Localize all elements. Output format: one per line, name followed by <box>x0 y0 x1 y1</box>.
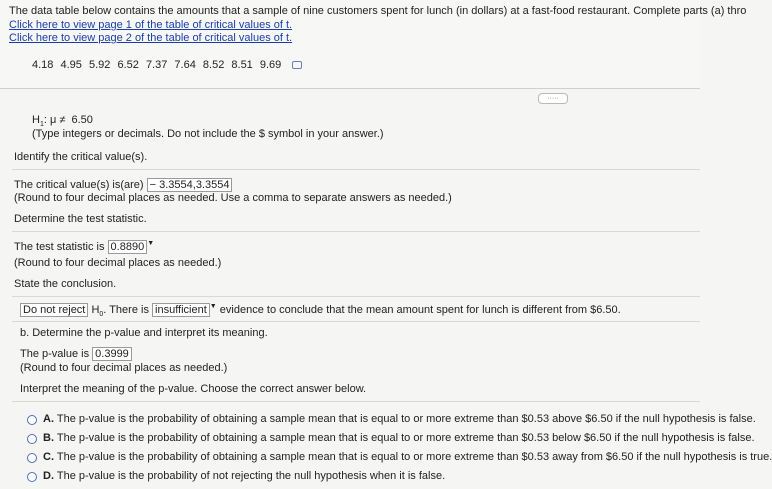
option-text: The p-value is the probability of obtaining a sample mean that is equal to or more extreme than $0.53 away from $6.50 if the null hypothesis is true. <box>56 451 772 463</box>
interpret-prompt: Interpret the meaning of the p-value. Choose the correct answer below. <box>20 383 367 395</box>
option-c-radio[interactable] <box>27 453 37 463</box>
test-stat-line <box>14 240 154 254</box>
data-value: 6.52 <box>117 59 139 71</box>
critical-value-answer[interactable]: − 3.3554,3.3554 <box>147 178 233 192</box>
data-value: 8.52 <box>202 59 225 71</box>
test-stat-note: (Round to four decimal places as needed.) <box>14 257 222 269</box>
h0-label: H <box>91 304 100 316</box>
copy-icon[interactable] <box>292 61 302 69</box>
critical-note: (Round to four decimal places as needed. Use a comma to separate answers as needed.) <box>14 192 452 204</box>
data-value: 7.37 <box>145 59 168 71</box>
option-b[interactable] <box>43 432 755 444</box>
option-text: The p-value is the probability of obtaining a sample mean that is equal to or more extreme than $0.53 above $6.50 if the null hypothesis is false. <box>56 413 756 425</box>
divider <box>12 231 700 232</box>
expand-button[interactable]: ····· <box>538 93 568 104</box>
pvalue-prefix: The p-value is <box>20 348 90 360</box>
conclusion-mid: . There is <box>103 304 149 316</box>
pvalue-answer[interactable]: 0.3999 <box>92 347 132 361</box>
h1-label: H <box>32 114 40 126</box>
option-a[interactable] <box>43 413 756 425</box>
option-text: The p-value is the probability of obtaining a sample mean that is equal to or more extreme than $0.53 below $6.50 if the null hypothesis is false. <box>56 432 755 444</box>
alternative-hypothesis <box>32 113 96 128</box>
data-value: 7.64 <box>174 59 196 71</box>
option-letter: C. <box>43 451 54 463</box>
check-icon: ▼ <box>147 240 155 247</box>
conclusion-line <box>20 303 621 318</box>
h0-subscript: 0 <box>99 311 104 319</box>
conclusion-rest: evidence to conclude that the mean amount spent for lunch is different from $6.50. <box>219 304 621 316</box>
critical-values-link-page-1[interactable]: Click here to view page 1 of the table of critical values of t. <box>9 19 293 31</box>
data-value: 9.69 <box>259 59 282 71</box>
pvalue-line <box>20 347 132 361</box>
h1-subscript: 1 <box>39 121 44 129</box>
data-value: 8.51 <box>231 59 253 71</box>
h1-value: 6.50 <box>71 114 93 126</box>
reject-dropdown[interactable]: Do not reject <box>20 303 88 317</box>
question-intro: The data table below contains the amounts that a sample of nine customers spent for lunch (in dollars) at a fast-food restaurant. Complete parts (a) thro <box>9 5 747 17</box>
option-a-radio[interactable] <box>27 415 37 425</box>
type-note: (Type integers or decimals. Do not include the $ symbol in your answer.) <box>32 128 384 140</box>
option-letter: A. <box>43 413 54 425</box>
check-icon: ▼ <box>209 303 217 310</box>
h1-relation: : μ ≠ <box>43 114 66 126</box>
part-b-prompt: b. Determine the p-value and interpret its meaning. <box>20 327 268 339</box>
option-letter: B. <box>43 432 54 444</box>
data-value: 4.18 <box>32 59 54 71</box>
test-stat-answer[interactable]: 0.8890 <box>108 240 148 254</box>
option-b-radio[interactable] <box>27 434 37 444</box>
test-stat-prefix: The test statistic is <box>14 241 105 253</box>
option-text: The p-value is the probability of not rejecting the null hypothesis when it is false. <box>56 470 446 482</box>
pvalue-note: (Round to four decimal places as needed.) <box>20 362 228 374</box>
question-header <box>0 0 747 89</box>
data-value: 4.95 <box>60 59 82 71</box>
state-conclusion-prompt: State the conclusion. <box>14 278 117 290</box>
evidence-dropdown[interactable]: insufficient <box>152 303 210 317</box>
divider <box>12 321 700 322</box>
critical-value-line <box>14 178 232 192</box>
determine-stat-prompt: Determine the test statistic. <box>14 213 147 225</box>
option-d-radio[interactable] <box>27 472 37 482</box>
data-table <box>32 59 306 71</box>
critical-prefix: The critical value(s) is(are) <box>14 179 144 191</box>
critical-values-link-page-2[interactable]: Click here to view page 2 of the table of critical values of t. <box>9 32 293 44</box>
divider <box>12 296 700 297</box>
option-c[interactable] <box>43 451 772 463</box>
option-d[interactable] <box>43 470 445 482</box>
option-letter: D. <box>43 470 54 482</box>
data-value: 5.92 <box>88 59 111 71</box>
divider <box>12 401 700 402</box>
divider <box>12 169 700 170</box>
identify-critical-prompt: Identify the critical value(s). <box>14 151 148 163</box>
